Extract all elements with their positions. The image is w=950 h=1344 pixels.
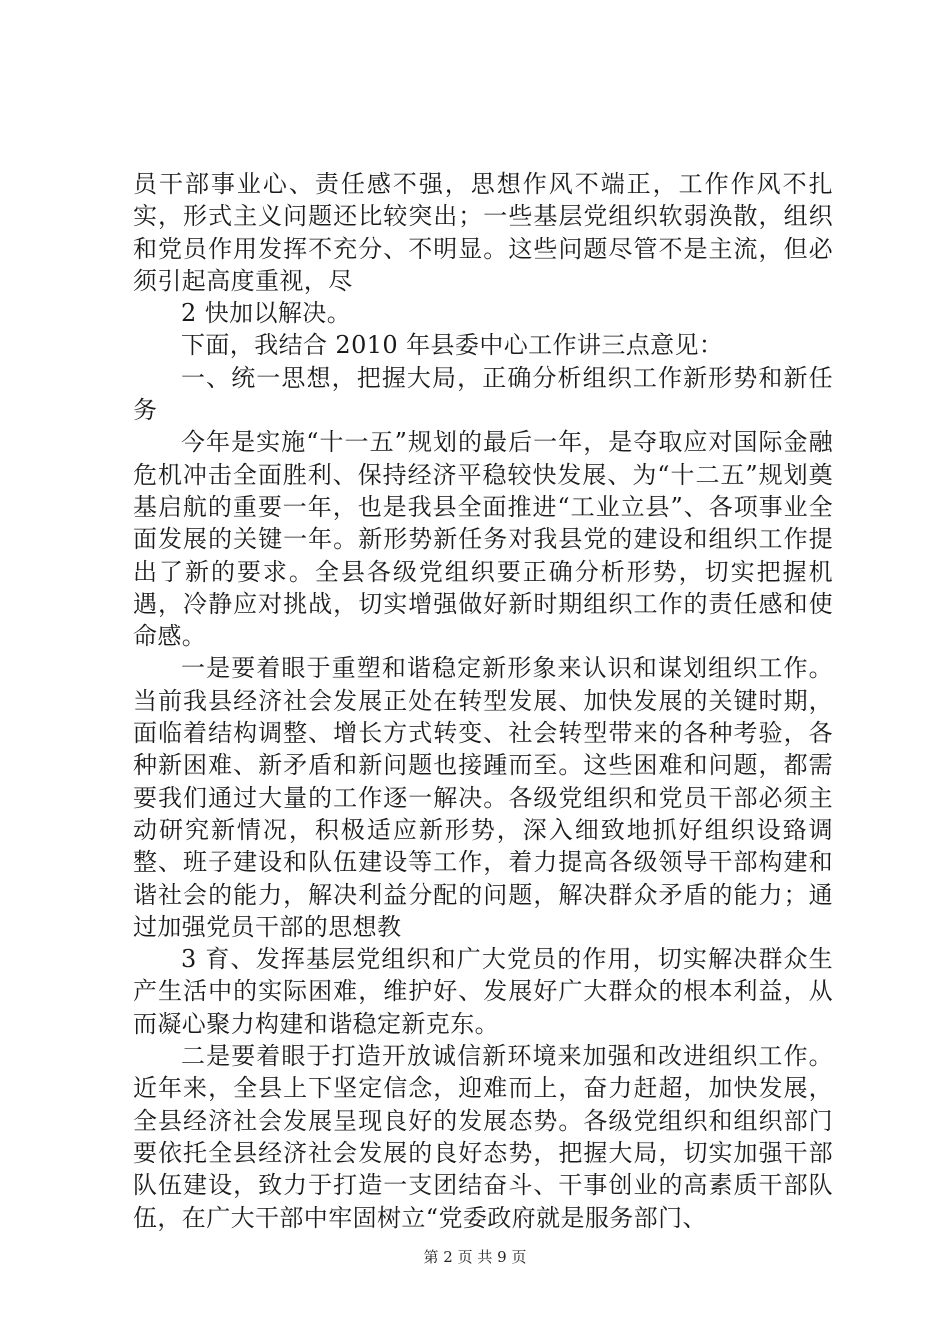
- paragraph-3: 下面，我结合 2010 年县委中心工作讲三点意见：: [181, 331, 724, 360]
- paragraph-2: 2 快加以解决。: [181, 299, 352, 328]
- paragraph-8: 二是要着眼于打造开放诚信新环境来加强和改进组织工作。近年来，全县上下坚定信念，迎难而上，奋力赶超，加快发展，全县经济社会发展呈现良好的发展态势。各级党组织和组织部门要依托全县经济社会发展的良好态势，把握大局，切实加强干部队伍建设，致力于打造一支团结奋斗、干事创业的高素质干部队伍，在广大干部中牢固树立“党委政府就是服务部门、: [133, 1042, 833, 1232]
- paragraph-1: 员干部事业心、责任感不强，思想作风不端正，工作作风不扎实，形式主义问题还比较突出；一些基层党组织软弱涣散，组织和党员作用发挥不充分、不明显。这些问题尽管不是主流，但必须引起高度重视，尽: [133, 170, 833, 295]
- paragraph-7: 3 育、发挥基层党组织和广大党员的作用，切实解决群众生产生活中的实际困难，维护好、发展好广大群众的根本利益，从而凝心聚力构建和谐稳定新克东。: [133, 945, 833, 1038]
- paragraph-6: 一是要着眼于重塑和谐稳定新形象来认识和谋划组织工作。当前我县经济社会发展正处在转型发展、加快发展的关键时期，面临着结构调整、增长方式转变、社会转型带来的各种考验，各种新困难、新矛盾和新问题也接踵而至。这些困难和问题，都需要我们通过大量的工作逐一解决。各级党组织和党员干部必须主动研究新情况，积极适应新形势，深入细致地抓好组织设臵调整、班子建设和队伍建设等工作，着力提高各级领导干部构建和谐社会的能力，解决利益分配的问题，解决群众矛盾的能力；通过加强党员干部的思想教: [133, 654, 833, 941]
- section-heading: 一、统一思想，把握大局，正确分析组织工作新形势和新任务: [133, 363, 833, 425]
- document-body: [133, 168, 833, 1234]
- paragraph-5: 今年是实施“十一五”规划的最后一年，是夺取应对国际金融危机冲击全面胜利、保持经济平稳较快发展、为“十二五”规划奠基启航的重要一年，也是我县全面推进“工业立县”、各项事业全面发展的关键一年。新形势新任务对我县党的建设和组织工作提出了新的要求。全县各级党组织要正确分析形势，切实把握机遇，冷静应对挑战，切实增强做好新时期组织工作的责任感和使命感。: [133, 428, 833, 651]
- page-footer: 第 2 页 共 9 页: [423, 1248, 527, 1266]
